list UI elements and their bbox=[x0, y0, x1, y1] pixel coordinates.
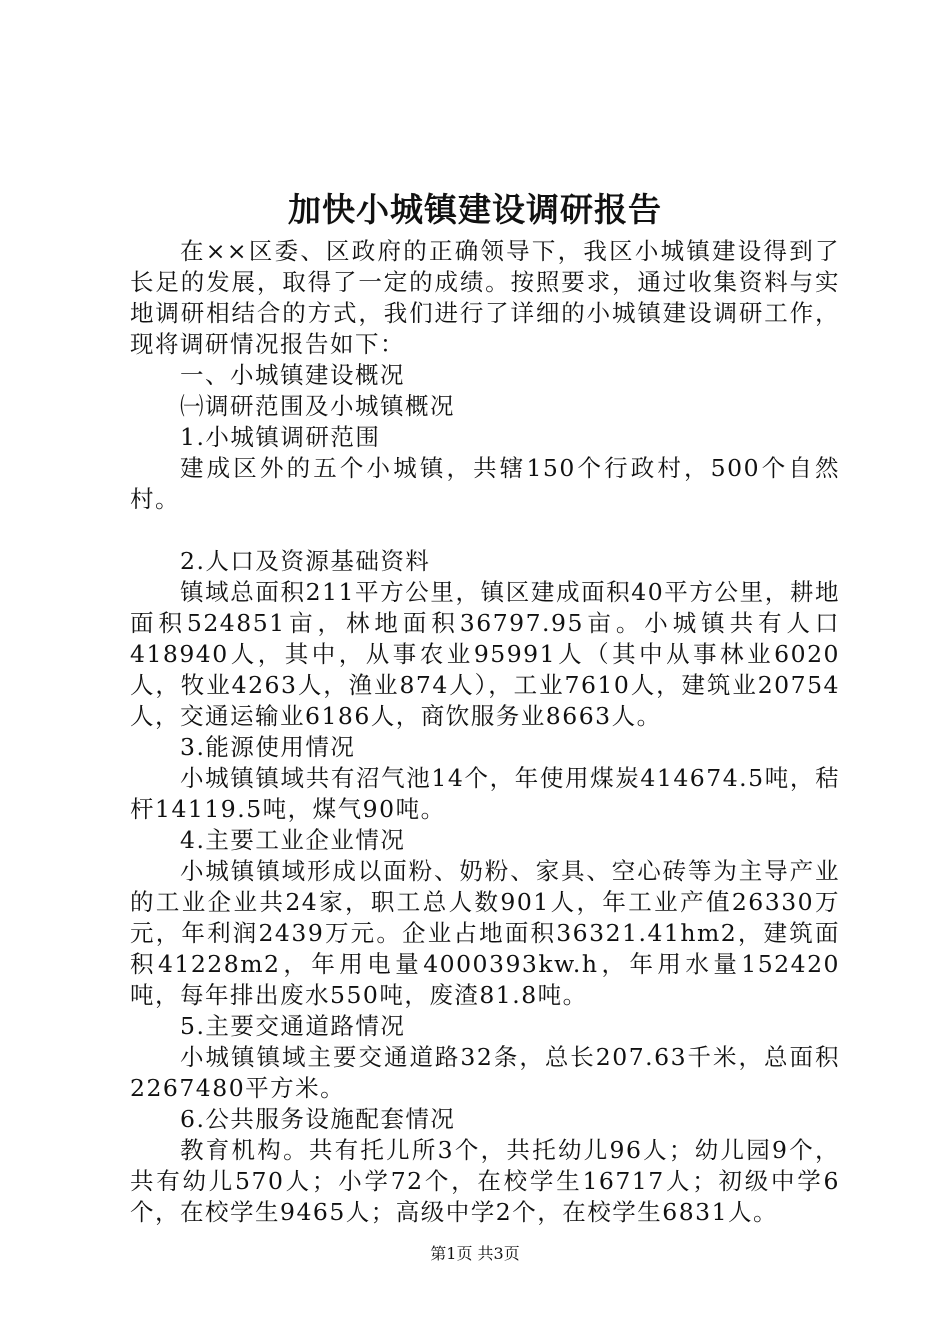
item-heading: 3.能源使用情况 bbox=[180, 733, 356, 761]
document-title: 加快小城镇建设调研报告 bbox=[288, 190, 662, 229]
item-heading: 2.人口及资源基础资料 bbox=[180, 547, 431, 575]
item-heading: 4.主要工业企业情况 bbox=[180, 826, 406, 854]
paragraph-intro: 在××区委、区政府的正确领导下，我区小城镇建设得到了长足的发展，取得了一定的成绩。按照要求，通过收集资料与实地调研相结合的方式，我们进行了详细的小城镇建设调研工作，现将调研情况报告如下： bbox=[130, 237, 840, 358]
section-heading: 一、小城镇建设概况 bbox=[180, 361, 405, 389]
document-body bbox=[130, 236, 840, 1228]
blank-line bbox=[130, 515, 840, 546]
paragraph: 镇域总面积211平方公里，镇区建成面积40平方公里，耕地面积524851亩，林地面积36797.95亩。小城镇共有人口418940人，其中，从事农业95991人（其中从事林业6020人，牧业4263人，渔业874人），工业7610人，建筑业20754人，交通运输业6186人，商饮服务业8663人。 bbox=[130, 578, 840, 730]
paragraph: 建成区外的五个小城镇，共辖150个行政村，500个自然村。 bbox=[130, 454, 840, 513]
item-heading: 6.公共服务设施配套情况 bbox=[180, 1105, 456, 1133]
paragraph: 小城镇镇域形成以面粉、奶粉、家具、空心砖等为主导产业的工业企业共24家，职工总人数901人，年工业产值26330万元，年利润2439万元。企业占地面积36321.41hm2，建筑面积41228m2，年用电量4000393kw.h，年用水量152420吨，每年排出废水550吨，废渣81.8吨。 bbox=[130, 857, 840, 1009]
page-footer: 第1页 共3页 bbox=[430, 1244, 520, 1263]
paragraph: 教育机构。共有托儿所3个，共托幼儿96人；幼儿园9个，共有幼儿570人；小学72个，在校学生16717人；初级中学6个，在校学生9465人；高级中学2个，在校学生6831人。 bbox=[130, 1136, 840, 1226]
paragraph: 小城镇镇域主要交通道路32条，总长207.63千米，总面积2267480平方米。 bbox=[130, 1043, 840, 1102]
paragraph: 小城镇镇域共有沼气池14个，年使用煤炭414674.5吨，秸杆14119.5吨，煤气90吨。 bbox=[130, 764, 840, 823]
item-heading: 5.主要交通道路情况 bbox=[180, 1012, 406, 1040]
item-heading: 1.小城镇调研范围 bbox=[180, 423, 381, 451]
subsection-heading: ㈠调研范围及小城镇概况 bbox=[180, 392, 455, 420]
